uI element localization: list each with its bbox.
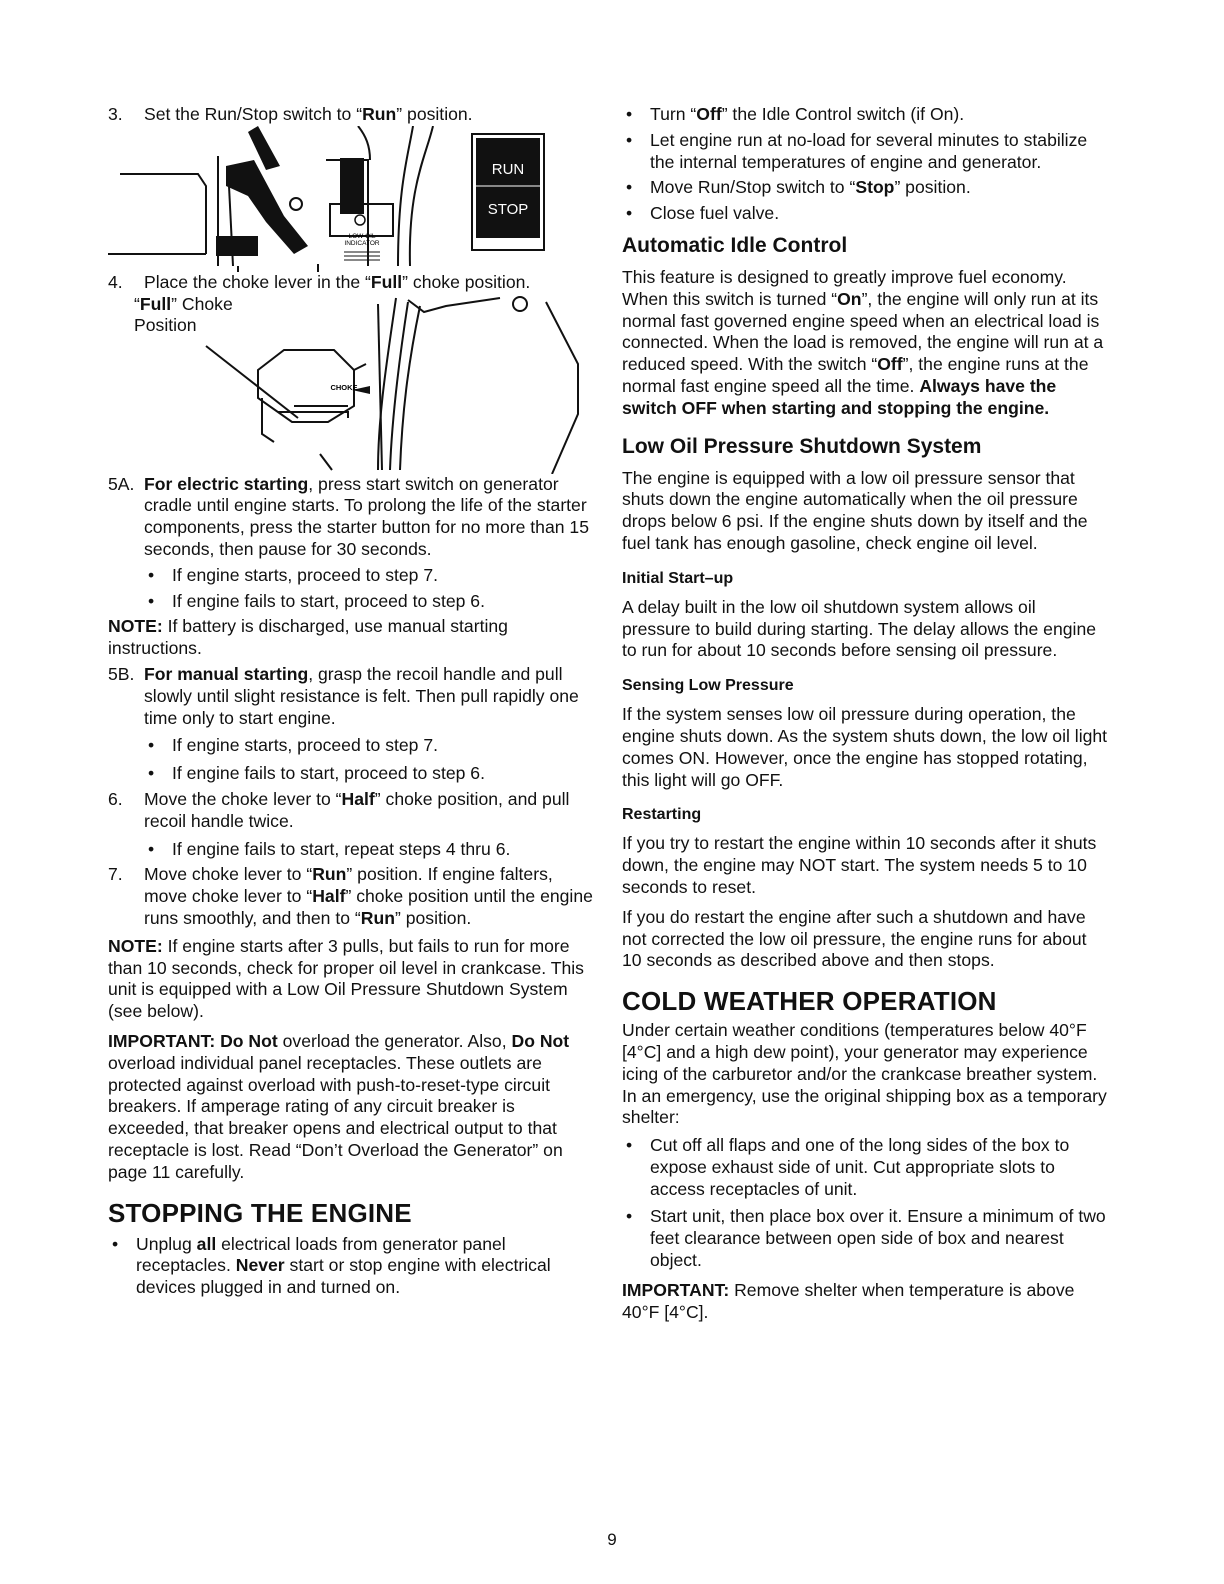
step-4: 4. Place the choke lever in the “Full” choke position. <box>108 271 531 292</box>
low-oil-text: The engine is equipped with a low oil pressure sensor that shuts down the engine automatically when the oil pressure drops below 6 psi. If the engine shuts down by itself and the fuel tank has enough gasoline, check engine oil level. <box>622 467 1088 553</box>
run-stop-switch-figure <box>108 126 596 272</box>
sensing-low-pressure-text: If the system senses low oil pressure during operation, the engine shuts down. As the system shuts down, the low oil light comes ON. However, once the engine has stopped rotating, this light will go OFF. <box>622 704 1108 790</box>
list-item: • Unplug all electrical loads from generator panel receptacles. Never start or stop engine with electrical devices plugged in and turned on. <box>112 1233 551 1298</box>
initial-startup-heading: Initial Start–up <box>622 569 734 587</box>
important-overload: IMPORTANT: Do Not overload the generator. Also, Do Not overload individual panel receptacles. These outlets are protected against overload with push-to-reset-type circuit breakers. If amperage rating of any circuit breaker is exceeded, that breaker opens and electrical output to that receptacle is lost. Read “Don’t Overload the Generator” on page 11 carefully. <box>108 1030 570 1182</box>
list-item: • If engine starts, proceed to step 7. <box>148 564 439 585</box>
choke-figure <box>108 294 596 474</box>
important-shelter: IMPORTANT: Remove shelter when temperature is above 40°F [4°C]. <box>622 1279 1075 1322</box>
choke-label: CHOKE <box>330 382 358 392</box>
list-item: • Move Run/Stop switch to “Stop” position. <box>626 177 971 198</box>
list-item: • Cut off all flaps and one of the long sides of the box to expose exhaust side of unit. Cut appropriate slots to access receptacles of unit. <box>626 1135 1070 1199</box>
left-column <box>108 104 596 1299</box>
step-5a-bullets <box>108 565 596 613</box>
automatic-idle-text: This feature is designed to greatly improve fuel economy. When this switch is turned “On”, the engine will only run at its normal fast governed engine speed when an electrical load is connected. When the load is removed, the engine will run at a reduced speed. With the switch “Off”, the engine runs at the normal fast engine speed all the time. Always have the switch OFF when starting and stopping the engine. <box>622 266 1104 418</box>
step-3: 3. Set the Run/Stop switch to “Run” position. <box>108 104 473 124</box>
low-oil-heading: Low Oil Pressure Shutdown System <box>622 434 982 458</box>
sensing-low-pressure-heading: Sensing Low Pressure <box>622 677 794 695</box>
restarting-heading: Restarting <box>622 806 702 824</box>
note-pulls: NOTE: If engine starts after 3 pulls, but fails to run for more than 10 seconds, check for proper oil level in crankcase. This unit is equipped with a Low Oil Pressure Shutdown System (see below). <box>108 935 584 1022</box>
list-item: • Let engine run at no-load for several minutes to stabilize the internal temperatures of engine and generator. <box>626 129 1088 172</box>
list-item: • If engine fails to start, repeat steps 4 thru 6. <box>148 838 511 859</box>
step-5b-bullets <box>108 735 596 785</box>
cold-weather-text: Under certain weather conditions (temperatures below 40°F [4°C] and a high dew point), your generator may experience icing of the carburetor and/or the crankcase breather system. In an emergency, use the original shipping box as a temporary shelter: <box>622 1020 1107 1128</box>
stop-label: STOP <box>487 200 529 218</box>
restarting-text-1: If you try to restart the engine within 10 seconds after it shuts down, the engine may NOT start. The system needs 5 to 10 seconds to reset. <box>622 833 1097 897</box>
page-number: 9 <box>607 1530 617 1549</box>
list-item: • Close fuel valve. <box>626 203 780 224</box>
choke-lever-drawing <box>108 294 596 474</box>
step-6: 6. Move the choke lever to “Half” choke position, and pull recoil handle twice. <box>108 788 570 831</box>
run-stop-switch <box>472 134 544 250</box>
indicator-label: INDICATOR <box>344 239 380 247</box>
run-label: RUN <box>491 160 525 178</box>
note-battery: NOTE: If battery is discharged, use manual starting instructions. <box>108 616 508 659</box>
list-item: • Turn “Off” the Idle Control switch (if On). <box>626 104 965 124</box>
step-6-bullets <box>108 839 596 861</box>
list-item: • If engine fails to start, proceed to step 6. <box>148 763 485 784</box>
step-7: 7. Move choke lever to “Run” position. If engine falters, move choke lever to “Half” choke position until the engine runs smoothly, and then to “Run” position. <box>108 864 593 928</box>
low-oil-label: LOW OIL <box>348 232 376 240</box>
list-item: • Start unit, then place box over it. Ensure a minimum of two feet clearance between open side of box and nearest object. <box>626 1206 1106 1271</box>
stopping-engine-heading: STOPPING THE ENGINE <box>108 1197 412 1228</box>
step-5b: 5B. For manual starting, grasp the recoil handle and pull slowly until slight resistance is felt. Then pull rapidly one time only to start engine. <box>108 663 579 728</box>
initial-startup-text: A delay built in the low oil shutdown system allows oil pressure to build during starting. The delay allows the engine to run for about 10 seconds before sensing oil pressure. <box>622 596 1097 661</box>
cold-weather-heading: COLD WEATHER OPERATION <box>622 986 997 1017</box>
restarting-text-2: If you do restart the engine after such a shutdown and have not corrected the low oil pressure, the engine runs for about 10 seconds as described above and then stops. <box>622 906 1087 971</box>
list-item: • If engine starts, proceed to step 7. <box>148 735 439 756</box>
automatic-idle-heading: Automatic Idle Control <box>622 233 848 257</box>
list-item: • If engine fails to start, proceed to step 6. <box>148 590 485 611</box>
full-choke-label: “Full” Choke Position <box>134 293 233 336</box>
right-column <box>622 104 1108 1323</box>
step-5a: 5A. For electric starting, press start switch on generator cradle until engine starts. To prolong the life of the starter components, press the starter button for no more than 15 seconds, then pause for 30 seconds. <box>108 473 589 559</box>
